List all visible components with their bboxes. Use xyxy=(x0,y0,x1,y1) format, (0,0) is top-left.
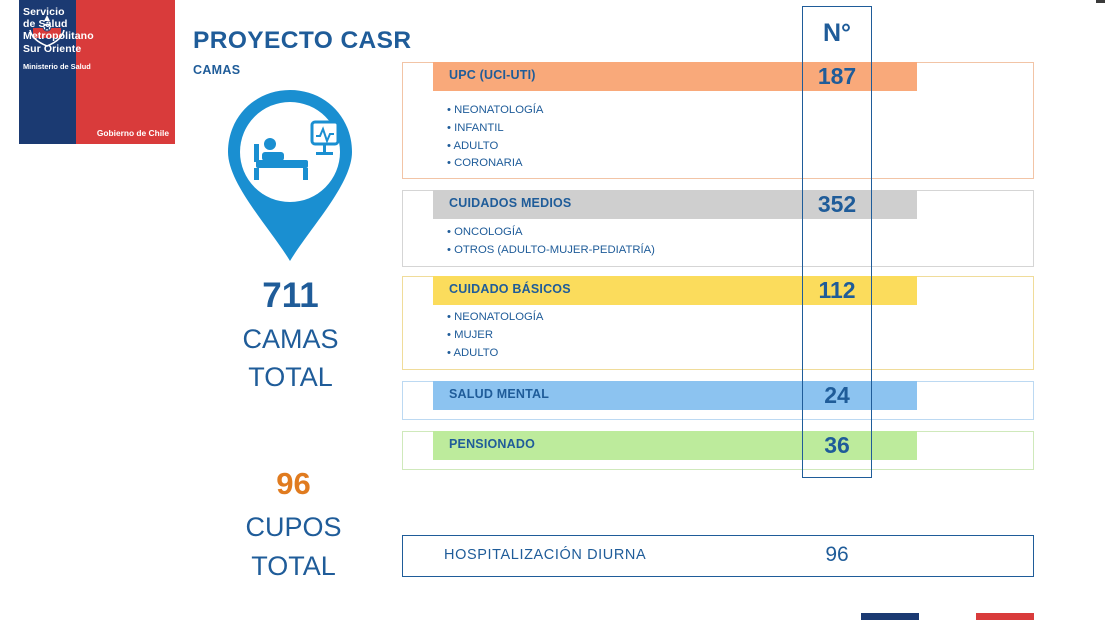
category-items xyxy=(447,224,655,260)
logo-title-l4: Sur Oriente xyxy=(23,42,82,55)
logo-title-l2: de Salud xyxy=(23,18,68,31)
category-item: • ADULTO xyxy=(447,345,543,363)
category-item: • ADULTO xyxy=(447,138,543,156)
logo-subtitle: Ministerio de Salud xyxy=(23,62,91,71)
day-hospital-count: 96 xyxy=(825,543,849,566)
category-item: • INFANTIL xyxy=(447,120,543,138)
category-name: CUIDADOS MEDIOS xyxy=(449,196,572,210)
flag-blue-segment xyxy=(861,613,919,620)
flag-white-segment xyxy=(919,613,976,620)
logo-government: Gobierno de Chile xyxy=(96,128,169,138)
category-item: • OTROS (ADULTO-MUJER-PEDIATRÍA) xyxy=(447,242,655,260)
ministry-logo xyxy=(19,0,175,144)
category-count: 24 xyxy=(824,382,850,408)
beds-total-label-line2: TOTAL xyxy=(248,362,333,392)
category-items xyxy=(447,102,543,173)
category-count: 112 xyxy=(818,277,856,303)
hospital-bed-pin-icon xyxy=(226,88,354,263)
category-item: • MUJER xyxy=(447,327,543,345)
day-hospital-label: HOSPITALIZACIÓN DIURNA xyxy=(444,547,647,563)
category-item: • ONCOLOGÍA xyxy=(447,224,655,242)
category-item: • NEONATOLOGÍA xyxy=(447,309,543,327)
number-column-header: N° xyxy=(822,19,852,47)
category-name: PENSIONADO xyxy=(449,437,536,451)
logo-title-l3: Metropolitano xyxy=(23,30,94,43)
logo-title-l1: Servicio xyxy=(23,6,65,18)
category-count: 36 xyxy=(824,432,850,458)
slots-total-number: 96 xyxy=(276,466,311,501)
category-count: 352 xyxy=(817,191,857,217)
category-items xyxy=(447,309,543,362)
slots-total-label-line2: TOTAL xyxy=(251,551,336,581)
category-name: UPC (UCI-UTI) xyxy=(449,68,536,82)
category-name: SALUD MENTAL xyxy=(449,387,550,401)
category-item: • CORONARIA xyxy=(447,155,543,173)
logo-title xyxy=(23,6,94,55)
beds-total-label-line1: CAMAS xyxy=(242,324,339,354)
top-rule xyxy=(1096,0,1105,3)
chile-flag-bar xyxy=(861,613,1034,620)
beds-total-number: 711 xyxy=(262,276,319,315)
category-count: 187 xyxy=(817,63,857,89)
page-title: PROYECTO CASR xyxy=(193,27,412,54)
category-item: • NEONATOLOGÍA xyxy=(447,102,543,120)
section-label: CAMAS xyxy=(193,63,241,77)
number-column-highlight xyxy=(802,6,872,478)
slots-total-label-line1: CUPOS xyxy=(245,512,342,542)
flag-red-segment xyxy=(976,613,1034,620)
category-name: CUIDADO BÁSICOS xyxy=(449,282,571,296)
